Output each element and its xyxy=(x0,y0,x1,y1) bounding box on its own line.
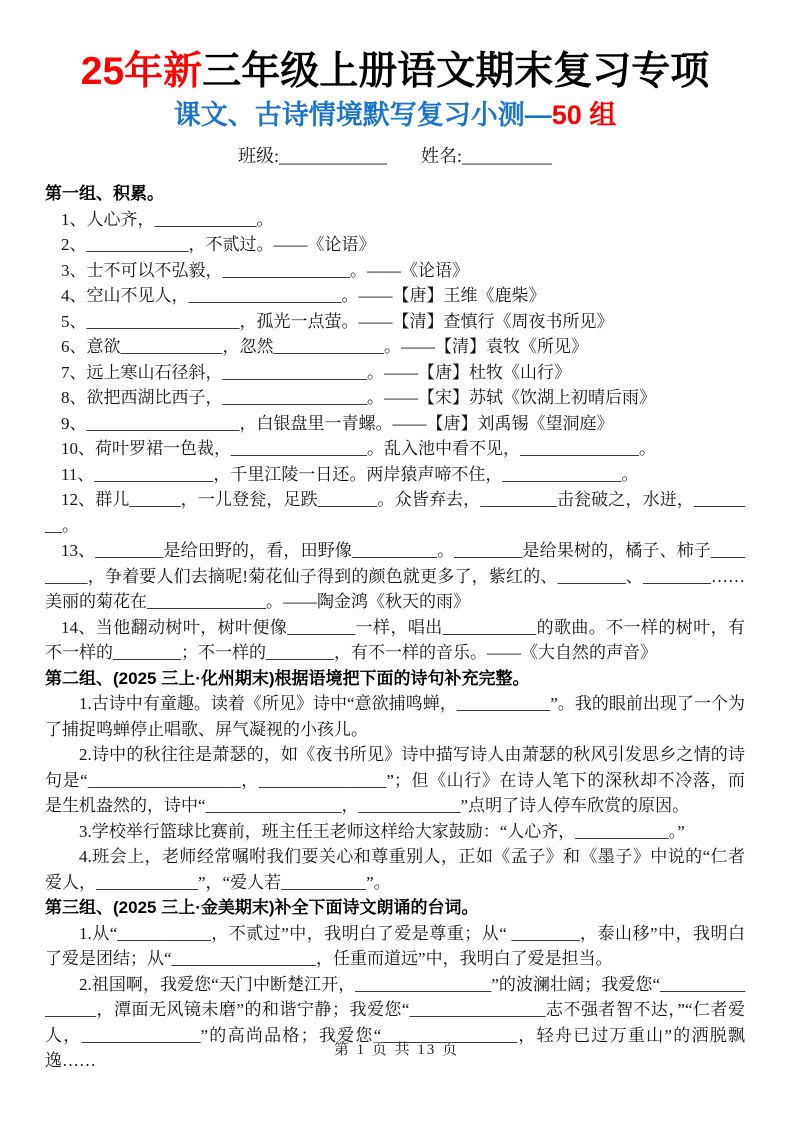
name-field: 姓名:__________ xyxy=(421,146,553,167)
question-item: 2、____________，不贰过。——《论语》 xyxy=(61,235,376,255)
question-item: 11、______________，千里江陵一日还。两岸猿声啼不住，______________。 xyxy=(61,464,639,484)
question-item: 14、当他翻动树叶，树叶便像________一样，唱出___________的歌曲。不一样的树叶，有不一样的________；不一样的________，有不一样的音乐。——《大自然的声音》 xyxy=(45,617,745,663)
page-subtitle xyxy=(45,99,745,131)
section-2 xyxy=(45,666,745,896)
question-item: 8、欲把西湖比西子，_________________。——【宋】苏轼《饮湖上初晴后雨》 xyxy=(61,388,656,408)
page-subtitle-main: 课文、古诗情境默写复习小测— xyxy=(173,99,552,130)
page-subtitle-count: 50 组 xyxy=(551,99,617,130)
question-item: 4、空山不见人，__________________。——【唐】王维《鹿柴》 xyxy=(61,286,546,306)
section-3-heading: 第三组、(2025 三上·金美期末)补全下面诗文朗诵的台词。 xyxy=(45,898,479,918)
question-item: 2.祖国啊，我爱您“天门中断楚江开，________________”的波澜壮阔；我爱您“________________，潭面无风镜未磨”的和谐宁静；我爱您“________________志不强者智不达，”“仁者爱人，______________”的高尚品格；我爱您“________________，轻舟已过万重山”的洒脱飘逸…… xyxy=(45,974,745,1071)
section-1-heading: 第一组、积累。 xyxy=(45,184,164,204)
section-1 xyxy=(45,181,745,666)
worksheet-content xyxy=(45,181,745,1074)
question-item: 12、群儿______，一儿登瓮，足跌_______。众皆弃去，_________击瓮破之，水迸，________。 xyxy=(45,490,745,535)
question-item: 3.学校举行篮球比赛前，班主任王老师这样给大家鼓励：“人心齐，___________。” xyxy=(79,821,685,841)
question-item: 10、荷叶罗裙一色裁，________________。乱入池中看不见，______________。 xyxy=(61,439,656,459)
question-item: 1.古诗中有童趣。读着《所见》诗中“意欲捕鸣蝉，___________”。我的眼前出现了一个为了捕捉鸣蝉停止唱歌、屏气凝视的小孩儿。 xyxy=(45,694,745,739)
question-item: 1.从“___________，不贰过”中，我明白了爱是尊重；从“ ________，泰山移”中，我明白了爱是团结；从“_________________，任重而道远”中，我明白了爱是担当。 xyxy=(45,923,745,969)
page-title-main: 三年级上册语文期末复习专项 xyxy=(202,50,710,93)
question-item: 4.班会上，老师经常嘱咐我们要关心和尊重别人，正如《孟子》和《墨子》中说的“仁者爱人，____________”，“爱人若__________”。 xyxy=(45,847,745,892)
name-line xyxy=(45,142,745,168)
question-item: 3、士不可以不弘毅，_______________。——《论语》 xyxy=(61,260,469,280)
section-2-heading: 第二组、(2025 三上·化州期末)根据语境把下面的诗句补充完整。 xyxy=(45,668,530,688)
class-field: 班级:____________ xyxy=(237,146,387,167)
question-item: 9、__________________，白银盘里一青螺。——【唐】刘禹锡《望洞庭》 xyxy=(61,413,614,433)
question-item: 5、__________________，孤光一点萤。——【清】查慎行《周夜书所见》 xyxy=(61,311,614,331)
question-item: 7、远上寒山石径斜，_________________。——【唐】杜牧《山行》 xyxy=(61,362,571,382)
question-item: 6、意欲____________，忽然_____________。——【清】袁牧《所见》 xyxy=(61,337,588,357)
page-title xyxy=(45,48,745,97)
page-title-highlight: 25年新 xyxy=(80,50,203,93)
question-item: 2.诗中的秋往往是萧瑟的，如《夜书所见》诗中描写诗人由萧瑟的秋风引发思乡之情的诗句是“__________________，_______________”；但《山行》在诗人笔下的深秋却不冷落，而是生机盎然的，诗中“________________，____________”点明了诗人停车欣赏的原因。 xyxy=(45,745,745,816)
question-item: 1、人心齐，____________。 xyxy=(61,209,274,229)
page-number: 第 1 页 共 13 页 xyxy=(333,1042,460,1058)
question-item: 13、________是给田野的，看，田野像__________。________是给果树的，橘子、柿子_________，争着要人们去摘呢!菊花仙子得到的颜色就更多了，紫红的、________、________……美丽的菊花在______________。——陶金鸿《秋天的雨》 xyxy=(45,541,745,612)
